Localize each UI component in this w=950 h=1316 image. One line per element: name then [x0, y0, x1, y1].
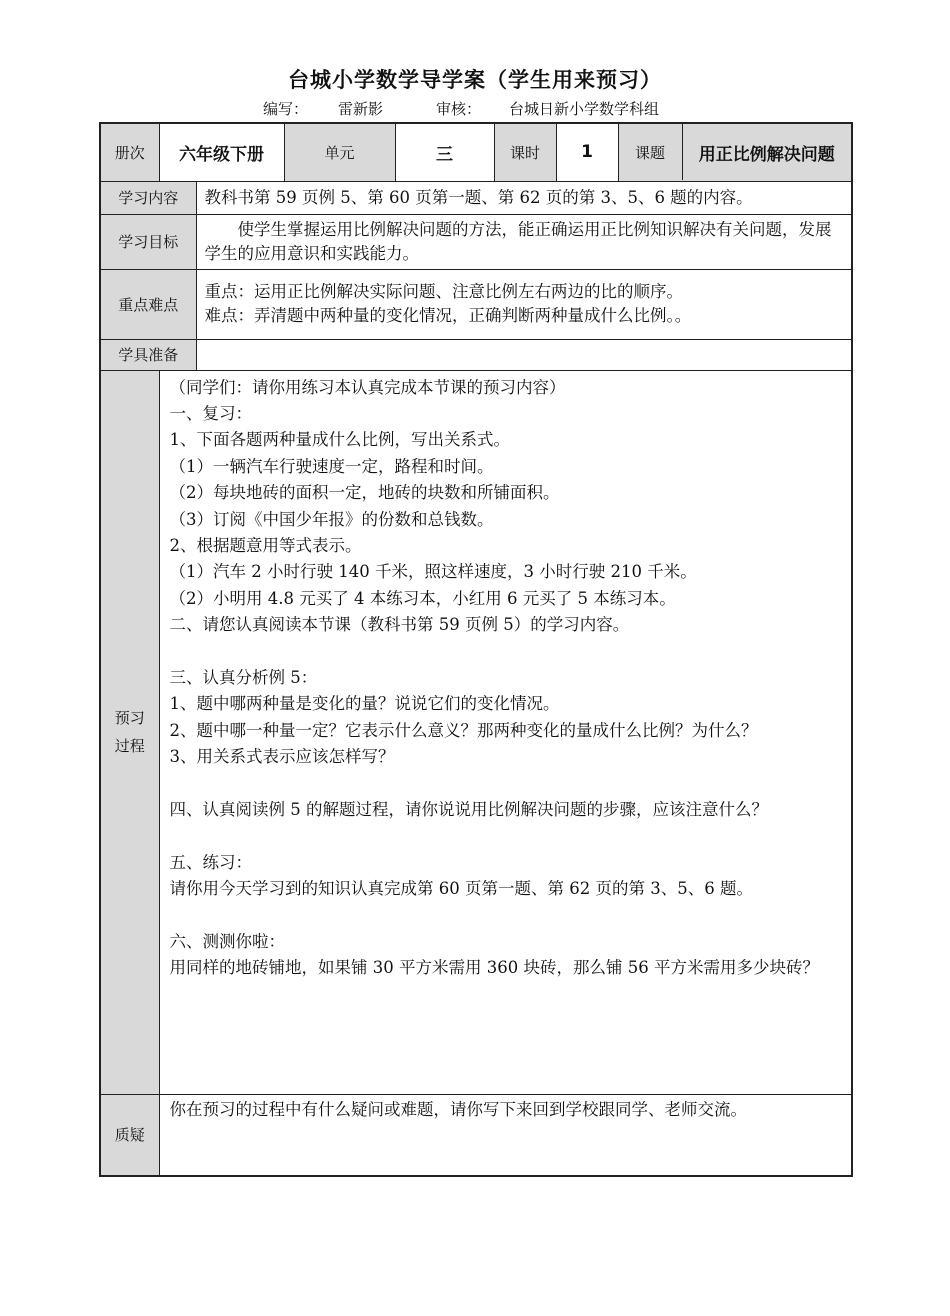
process-line: 2、根据题意用等式表示。 — [169, 535, 362, 555]
process-label-top: 预习 — [114, 709, 145, 727]
reviewer-label: 审核： — [436, 100, 482, 118]
topic-inner — [619, 124, 852, 180]
process-line — [170, 823, 844, 849]
header-row — [100, 123, 852, 181]
process-line: （2）每块地砖的面积一定，地砖的块数和所铺面积。 — [169, 483, 560, 503]
tools-text — [196, 339, 852, 370]
lesson-value: 1 — [556, 123, 618, 181]
process-row — [100, 370, 852, 1094]
questions-label: 质疑 — [100, 1094, 159, 1176]
questions-row — [100, 1094, 852, 1176]
volume-label: 册次 — [100, 123, 159, 181]
process-label-bottom: 过程 — [114, 737, 145, 755]
lesson-plan-table — [99, 122, 853, 1177]
process-line: （2）小明用 4.8 元买了 4 本练习本，小红用 6 元买了 5 本练习本。 — [169, 588, 676, 608]
tools-row — [100, 339, 852, 370]
process-line: （同学们：请你用练习本认真完成本节课的预习内容） — [169, 377, 566, 397]
process-line: 五、练习： — [169, 852, 252, 872]
process-line: （1）汽车 2 小时行驶 140 千米，照这样速度，3 小时行驶 210 千米。 — [169, 562, 697, 582]
volume-value: 六年级下册 — [159, 123, 284, 181]
process-line: 一、复习： — [169, 403, 252, 423]
process-line: 六、测测你啦： — [169, 931, 285, 951]
process-line: 四、认真阅读例 5 的解题过程，请你说说用比例解决问题的步骤，应该注意什么？ — [169, 799, 768, 819]
keypoints-label: 重点难点 — [100, 269, 196, 339]
process-line: 2、题中哪一种量一定？它表示什么意义？那两种变化的量成什么比例？为什么？ — [169, 720, 758, 740]
goal-row — [100, 214, 852, 269]
page-title: 台城小学数学导学案（学生用来预习） — [288, 68, 662, 92]
process-line: 请你用今天学习到的知识认真完成第 60 页第一题、第 62 页的第 3、5、6 题。 — [169, 879, 753, 899]
editor-label: 编写： — [263, 100, 309, 118]
key-point: 重点：运用正比例解决实际问题、注意比例左右两边的比的顺序。 — [204, 282, 683, 301]
unit-label: 单元 — [284, 123, 395, 181]
process-line — [170, 771, 844, 797]
topic-value: 用正比例解决问题 — [698, 144, 835, 165]
process-line: （1）一辆汽车行驶速度一定，路程和时间。 — [169, 456, 494, 476]
process-line — [170, 903, 844, 929]
topic-label: 课题 — [619, 124, 683, 180]
difficult-point: 难点：弄清题中两种量的变化情况，正确判断两种量成什么比例。。 — [204, 306, 692, 325]
process-line: 1、下面各题两种量成什么比例，写出关系式。 — [169, 430, 510, 450]
process-line — [170, 639, 844, 665]
process-line: 用同样的地砖铺地，如果铺 30 平方米需用 360 块砖，那么铺 56 平方米需用多少块砖？ — [169, 958, 819, 978]
editor-name: 雷新影 — [338, 100, 384, 118]
unit-value: 三 — [395, 123, 494, 181]
process-line: 二、请您认真阅读本节课（教科书第 59 页例 5）的学习内容。 — [169, 615, 630, 635]
content-label: 学习内容 — [100, 181, 196, 214]
goal-text: 使学生掌握运用比例解决问题的方法，能正确运用正比例知识解决有关问题，发展学生的应用意识和实践能力。 — [196, 214, 852, 269]
keypoints-row — [100, 269, 852, 339]
content-text: 教科书第 59 页例 5、第 60 页第一题、第 62 页的第 3、5、6 题的内容。 — [196, 181, 852, 214]
topic-cell — [618, 123, 852, 181]
content-row — [100, 181, 852, 214]
keypoints-cell — [196, 269, 852, 339]
reviewer-name: 台城日新小学数学科组 — [509, 100, 660, 118]
tools-label: 学具准备 — [100, 339, 196, 370]
process-line: 三、认真分析例 5： — [169, 667, 318, 687]
lesson-label: 课时 — [494, 123, 556, 181]
process-label — [100, 370, 159, 1094]
process-line: （3）订阅《中国少年报》的份数和总钱数。 — [169, 509, 494, 529]
goal-label: 学习目标 — [100, 214, 196, 269]
process-content — [159, 370, 852, 1094]
questions-text: 你在预习的过程中有什么疑问或难题，请你写下来回到学校跟同学、老师交流。 — [159, 1094, 852, 1176]
process-line: 3、用关系式表示应该怎样写？ — [169, 747, 395, 767]
process-line: 1、题中哪两种量是变化的量？说说它们的变化情况。 — [169, 694, 560, 714]
